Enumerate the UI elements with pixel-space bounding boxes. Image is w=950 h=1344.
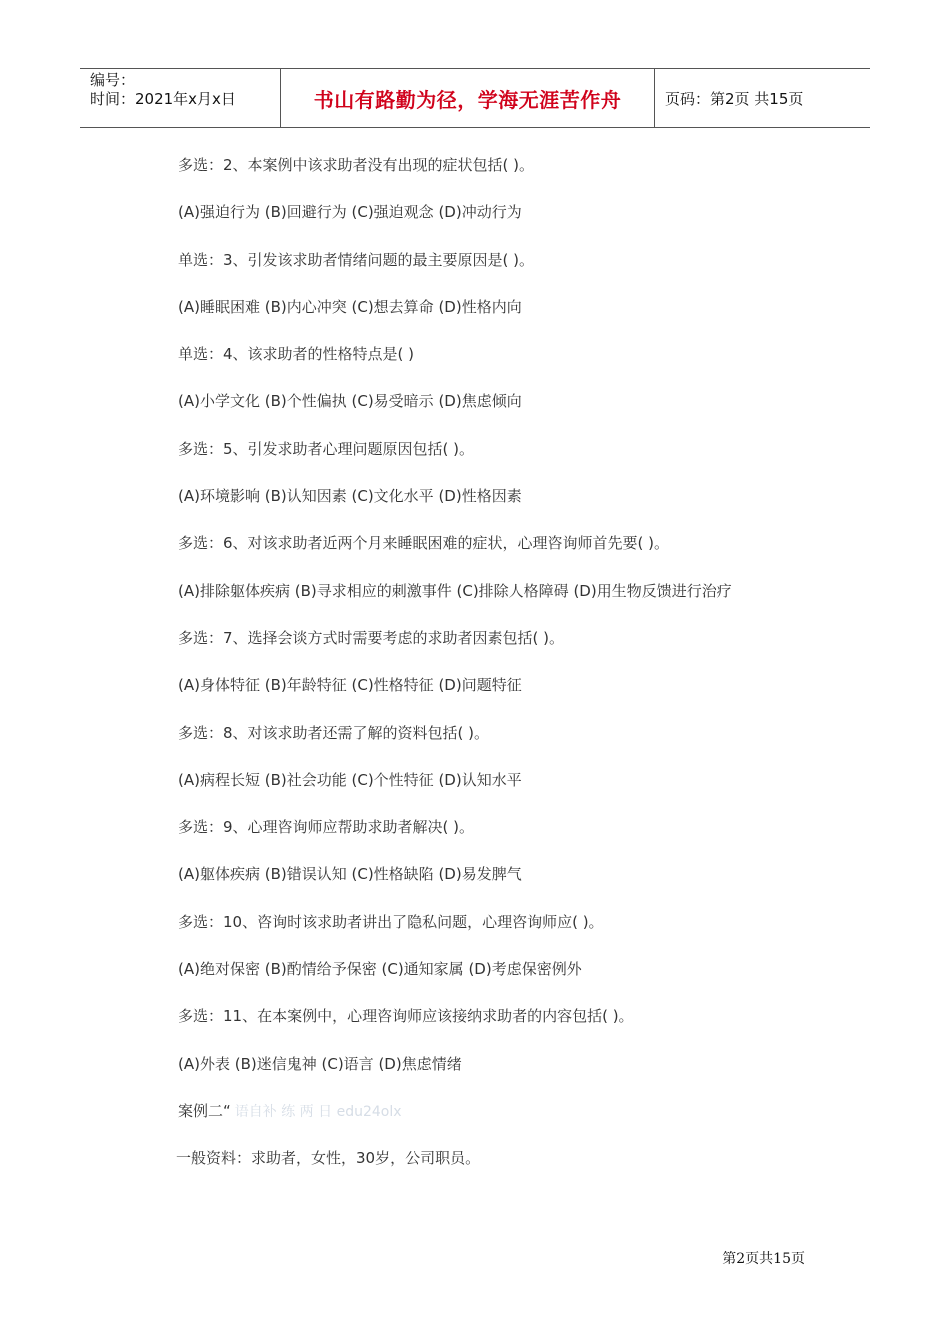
page-header	[80, 68, 870, 128]
footer-page-number: 第2页共15页	[722, 1251, 805, 1267]
question-line: 多选：8、对该求助者还需了解的资料包括( )。	[178, 723, 490, 742]
option-line: (A)身体特征 (B)年龄特征 (C)性格特征 (D)问题特征	[178, 676, 522, 695]
question-line: 多选：5、引发求助者心理问题原因包括( )。	[178, 439, 475, 458]
general-info: 一般资料：求助者，女性，30岁，公司职员。	[176, 1149, 481, 1168]
number-label: 编号：	[90, 71, 136, 89]
option-line: (A)病程长短 (B)社会功能 (C)个性特征 (D)认知水平	[178, 770, 522, 789]
faint-watermark-text: 语自补 练 两 日 edu24olx	[234, 1103, 402, 1120]
option-line: (A)外表 (B)迷信鬼神 (C)语言 (D)焦虑情绪	[178, 1054, 462, 1073]
question-line: 多选：7、选择会谈方式时需要考虑的求助者因素包括( )。	[178, 628, 565, 647]
time-label: 时间：2021年x月x日	[90, 90, 236, 108]
question-line: 多选：2、本案例中该求助者没有出现的症状包括( )。	[178, 156, 535, 174]
case-label: 案例二“	[178, 1101, 231, 1120]
option-line: (A)睡眠困难 (B)内心冲突 (C)想去算命 (D)性格内向	[178, 297, 522, 316]
header-meta	[80, 69, 281, 127]
option-line: (A)绝对保密 (B)酌情给予保密 (C)通知家属 (D)考虑保密例外	[178, 960, 582, 979]
case-heading	[178, 1101, 838, 1121]
option-line: (A)强迫行为 (B)回避行为 (C)强迫观念 (D)冲动行为	[178, 203, 522, 222]
option-line: (A)小学文化 (B)个性偏执 (C)易受暗示 (D)焦虑倾向	[178, 392, 522, 411]
question-content	[178, 155, 838, 1196]
option-line: (A)躯体疾病 (B)错误认知 (C)性格缺陷 (D)易发脾气	[178, 865, 522, 884]
question-line: 单选：4、该求助者的性格特点是( )	[178, 345, 415, 364]
header-page-number: 页码：第2页 共15页	[665, 89, 804, 108]
question-line: 多选：11、在本案例中，心理咨询师应该接纳求助者的内容包括( )。	[178, 1007, 634, 1026]
question-line: 多选：6、对该求助者近两个月来睡眠困难的症状，心理咨询师首先要( )。	[178, 534, 670, 553]
option-line: (A)排除躯体疾病 (B)寻求相应的刺激事件 (C)排除人格障碍 (D)用生物反馈进行治疗	[178, 581, 732, 600]
question-line: 单选：3、引发该求助者情绪问题的最主要原因是( )。	[178, 250, 535, 269]
question-line: 多选：10、咨询时该求助者讲出了隐私问题，心理咨询师应( )。	[178, 912, 604, 931]
header-motto: 书山有路勤为径，学海无涯苦作舟	[281, 69, 655, 127]
option-line: (A)环境影响 (B)认知因素 (C)文化水平 (D)性格因素	[178, 487, 522, 506]
question-line: 多选：9、心理咨询师应帮助求助者解决( )。	[178, 818, 475, 837]
